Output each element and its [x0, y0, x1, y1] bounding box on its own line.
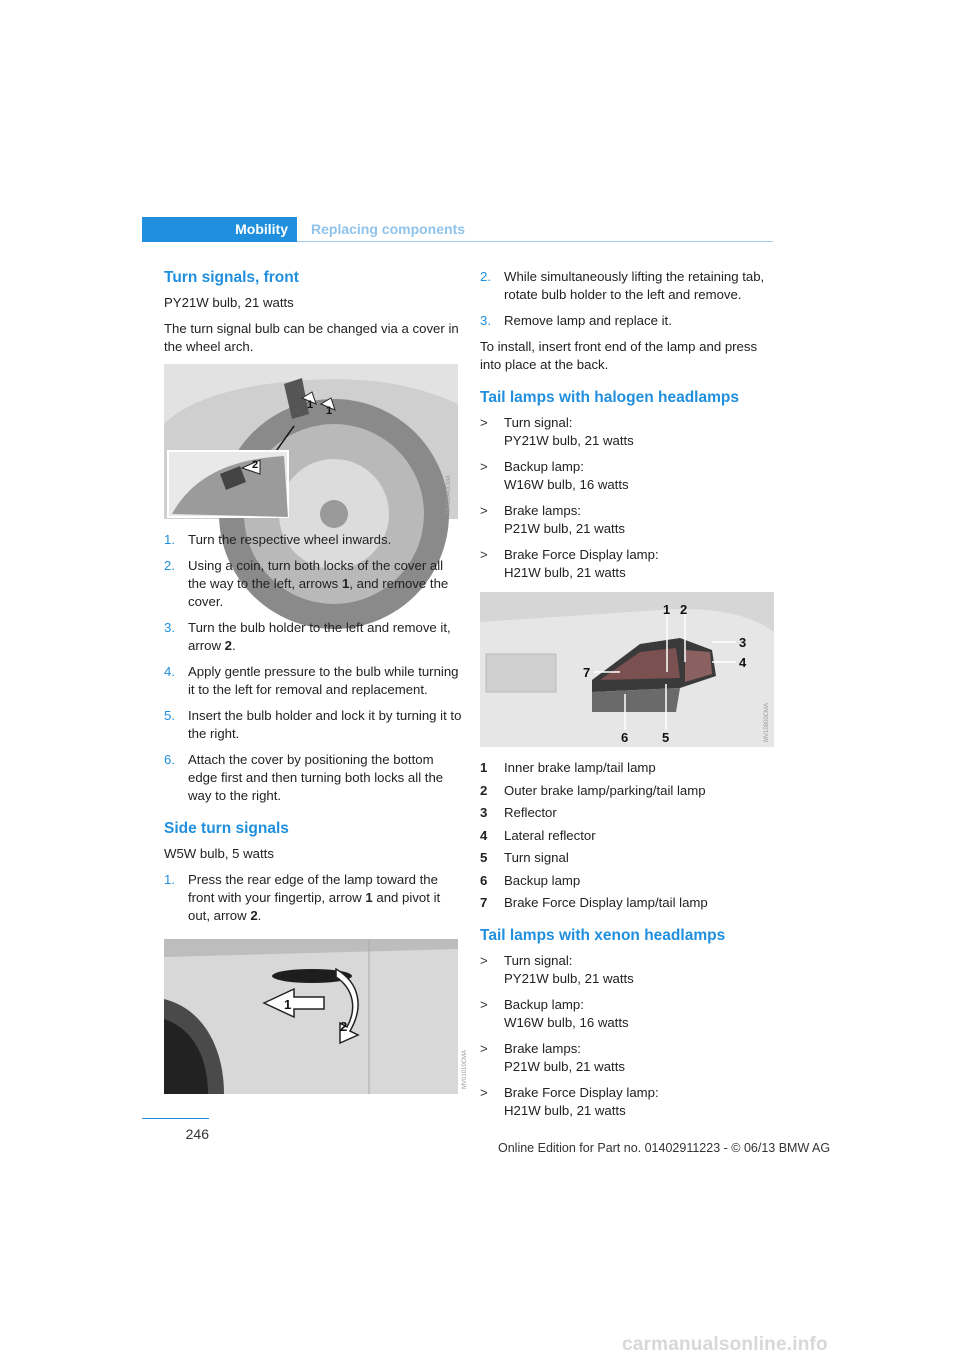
- specs-xenon: [480, 952, 780, 1120]
- tail-callout-5: 5: [662, 730, 670, 745]
- spec-xenon-2: > Backup lamp: W16W bulb, 16 watts: [480, 997, 629, 1030]
- steps-side-continued: [480, 268, 780, 330]
- figure-code-side: MV01010CMA: [462, 1049, 468, 1089]
- spec-side: W5W bulb, 5 watts: [164, 846, 274, 861]
- figure-code-tail: MV10800CMA: [764, 702, 770, 742]
- footer-rule: [142, 1118, 209, 1119]
- page-number: 246: [185, 1126, 209, 1142]
- legend-item-1: 1 Inner brake lamp/tail lamp: [480, 760, 656, 775]
- section-tab-replacing-components: Replacing components: [311, 221, 466, 237]
- tail-callout-7: 7: [583, 665, 591, 680]
- step-front-4: 4. Apply gentle pressure to the bulb while turning it to the left for removal and replacement.: [164, 664, 459, 697]
- figure-wheel-arch: [164, 364, 458, 519]
- spec-halogen-4: > Brake Force Display lamp: H21W bulb, 21 watts: [480, 547, 659, 580]
- legend-item-4: 4 Lateral reflector: [480, 827, 596, 843]
- tail-callout-2: 2: [680, 602, 688, 617]
- spec-front: PY21W bulb, 21 watts: [164, 295, 294, 310]
- heading-turn-signals-front: Turn signals, front: [164, 269, 299, 286]
- figure-code-front: MV05040CMA: [446, 474, 452, 514]
- step-side-3: 3. Remove lamp and replace it.: [480, 313, 672, 328]
- right-column: [480, 268, 780, 1128]
- header-rule: [297, 241, 773, 242]
- step-front-1: 1. Turn the respective wheel inwards.: [164, 532, 392, 547]
- steps-side: [164, 871, 464, 925]
- figure-tail-lamp: [480, 592, 774, 747]
- install-note: To install, insert front end of the lamp and press into place at the back.: [480, 339, 758, 372]
- step-front-5: 5. Insert the bulb holder and lock it by turning it to the right.: [164, 708, 462, 741]
- specs-halogen: [480, 414, 780, 582]
- tail-lamp-legend: [480, 759, 780, 912]
- legend-item-2: 2 Outer brake lamp/parking/tail lamp: [480, 782, 706, 798]
- steps-front: [164, 531, 464, 805]
- spec-halogen-3: > Brake lamps: P21W bulb, 21 watts: [480, 503, 625, 536]
- spec-xenon-1: > Turn signal: PY21W bulb, 21 watts: [480, 953, 634, 986]
- figure-side-signal: [164, 939, 468, 1094]
- step-front-3: 3. Turn the bulb holder to the left and remove it, arrow 2.: [164, 620, 451, 653]
- fig-side-label-1: 1: [284, 997, 292, 1012]
- left-column: [164, 268, 468, 1106]
- edition-footer: Online Edition for Part no. 01402911223 - © 06/13 BMW AG: [498, 1141, 831, 1155]
- intro-front: The turn signal bulb can be changed via a cover in the wheel arch.: [164, 321, 459, 354]
- legend-item-6: 6 Backup lamp: [480, 872, 581, 888]
- spec-halogen-1: > Turn signal: PY21W bulb, 21 watts: [480, 415, 634, 448]
- heading-tail-xenon: Tail lamps with xenon headlamps: [480, 927, 726, 944]
- step-side-1: 1. Press the rear edge of the lamp toward the front with your fingertip, arrow 1 and pivot it out, arrow 2.: [164, 872, 441, 923]
- fig-front-label-2: 2: [252, 459, 259, 471]
- tail-callout-1: 1: [663, 602, 671, 617]
- spec-xenon-4: > Brake Force Display lamp: H21W bulb, 21 watts: [480, 1085, 659, 1118]
- fig-side-label-2: 2: [340, 1019, 348, 1034]
- legend-item-5: 5 Turn signal: [480, 850, 569, 865]
- fig-front-label-1b: 1: [326, 405, 333, 417]
- tail-callout-4: 4: [739, 655, 747, 670]
- spec-halogen-2: > Backup lamp: W16W bulb, 16 watts: [480, 459, 629, 492]
- step-front-2: 2. Using a coin, turn both locks of the cover all the way to the left, arrows 1, and remove the cover.: [164, 558, 449, 609]
- legend-item-7: 7 Brake Force Display lamp/tail lamp: [480, 895, 708, 910]
- heading-tail-halogen: Tail lamps with halogen headlamps: [480, 389, 739, 406]
- spec-xenon-3: > Brake lamps: P21W bulb, 21 watts: [480, 1041, 625, 1074]
- watermark: carmanualsonline.info: [622, 1334, 828, 1355]
- step-front-6: 6. Attach the cover by positioning the bottom edge first and then turning both locks all the way to the right.: [164, 752, 444, 803]
- page-header: [142, 217, 773, 242]
- heading-side-turn-signals: Side turn signals: [164, 820, 289, 837]
- fig-front-label-1a: 1: [307, 399, 314, 411]
- tail-callout-3: 3: [739, 635, 747, 650]
- legend-item-3: 3 Reflector: [480, 805, 557, 820]
- step-side-2: 2. While simultaneously lifting the retaining tab, rotate bulb holder to the left and remove.: [480, 269, 765, 302]
- section-tab-mobility: Mobility: [142, 217, 297, 242]
- tail-callout-6: 6: [621, 730, 629, 745]
